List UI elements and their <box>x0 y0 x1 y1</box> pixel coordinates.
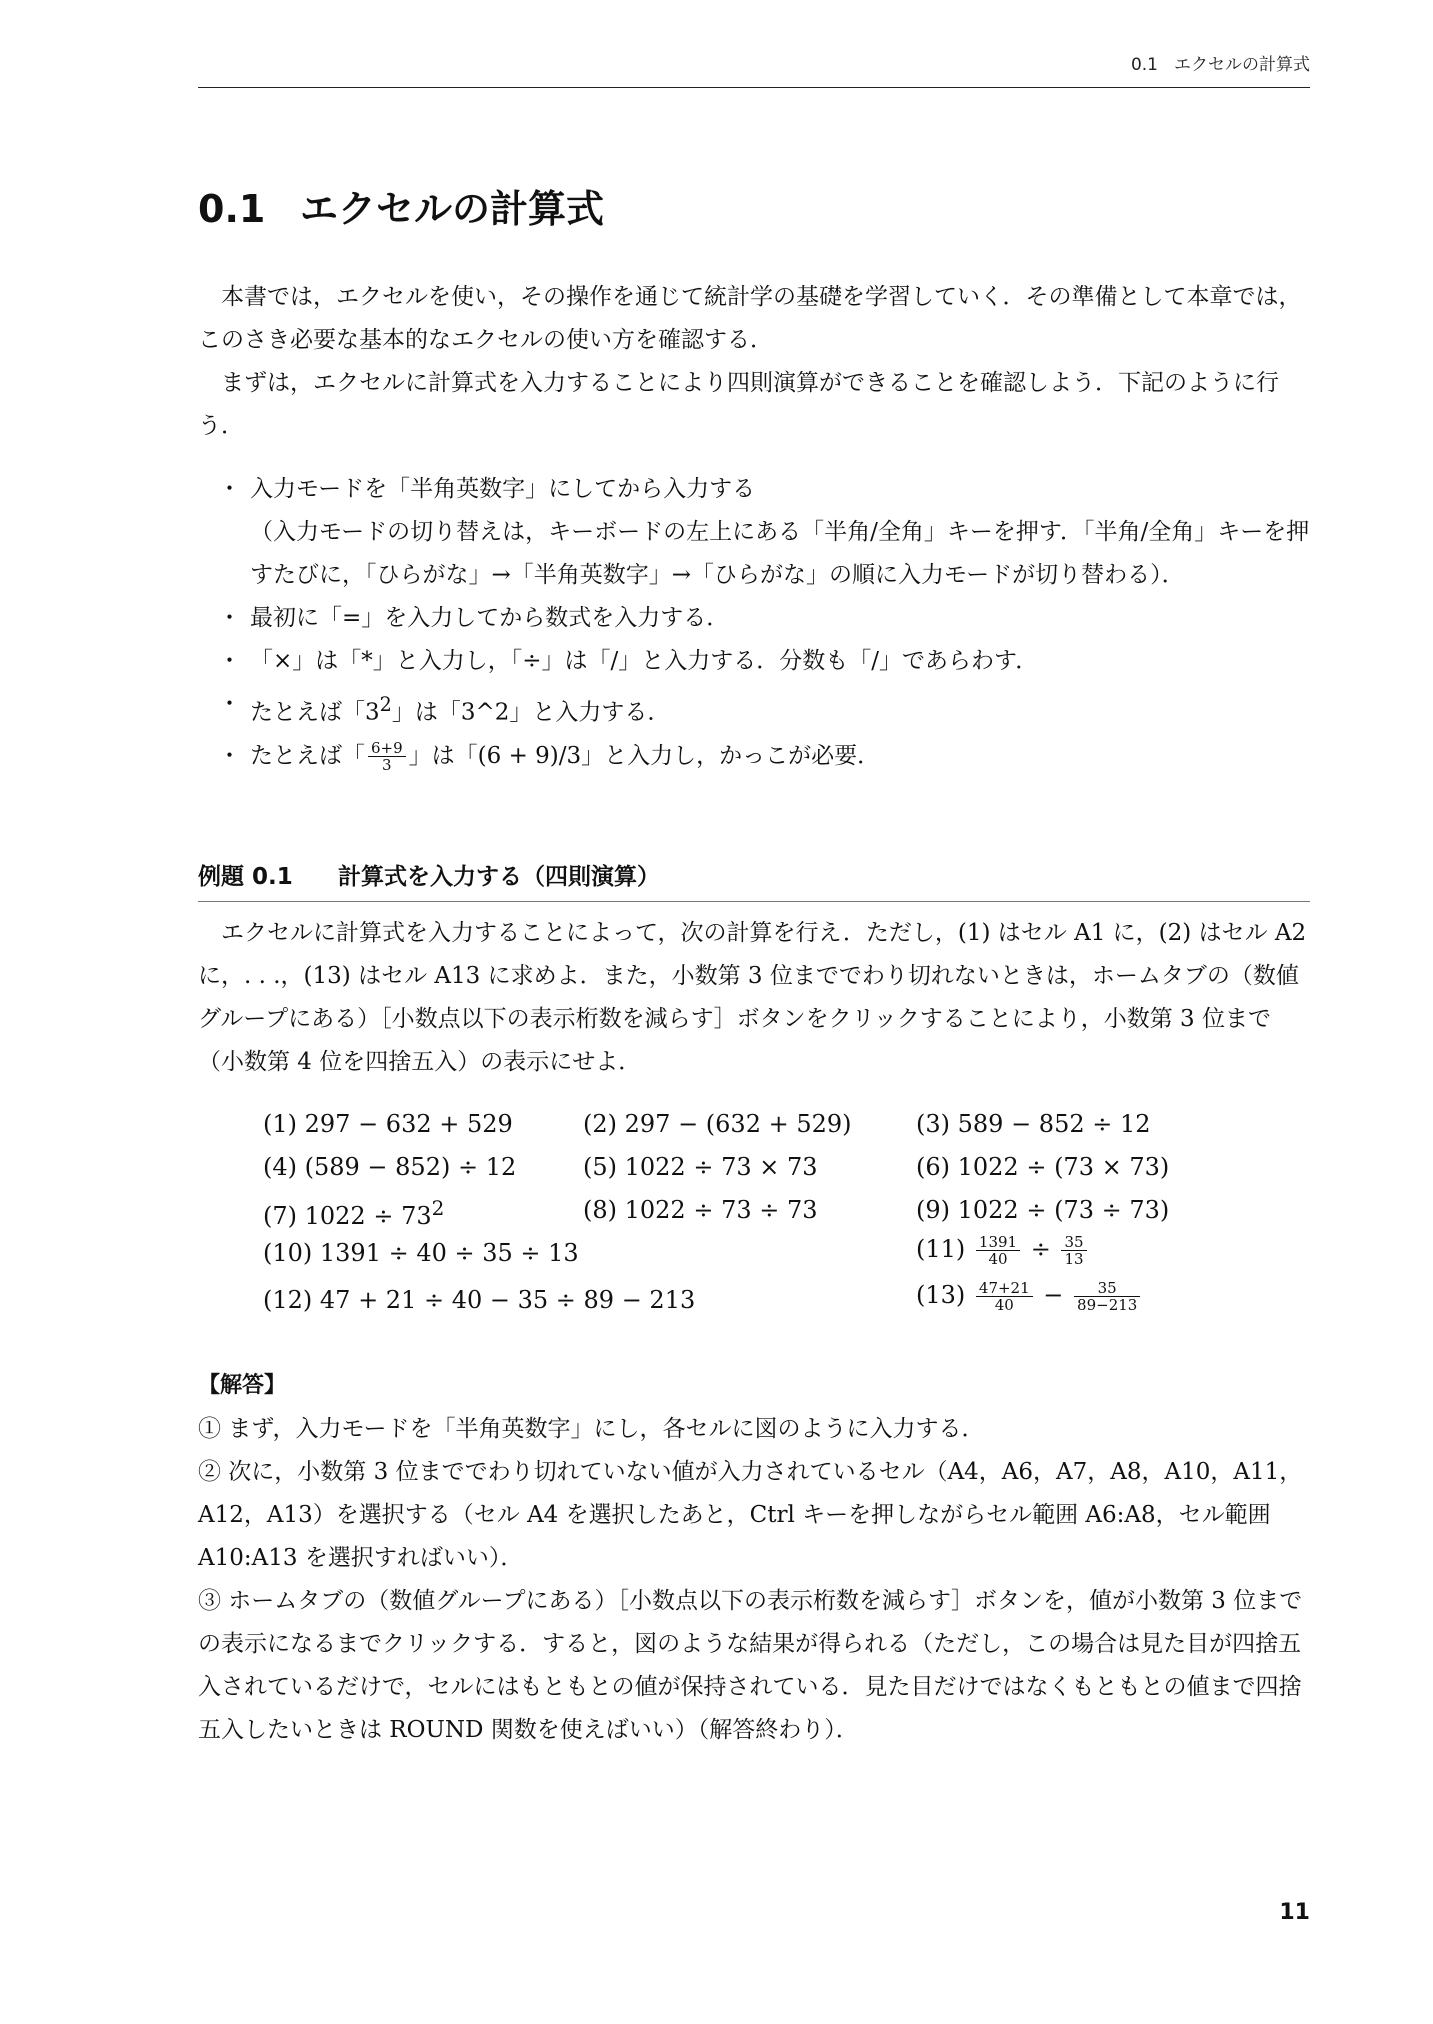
example-problem <box>198 912 1310 1084</box>
bullet-text-pre: たとえば「3 <box>250 699 380 726</box>
section-heading <box>198 178 604 233</box>
exercise-1: (1) 297 − 632 + 529 <box>263 1110 513 1138</box>
answer-heading: 【解答】 <box>198 1373 287 1398</box>
bullet-text: 入力モードを「半角英数字」にしてから入力する <box>250 476 756 502</box>
minus-operator: − <box>1043 1281 1064 1309</box>
answer-step-2: ② 次に，小数第 3 位まででわり切れていない値が入力されているセル（A4，A6，A7，A8，A10，A11，A12，A13）を選択する（セル A4 を選択したあと，Ctrl キーを押しながらセル範囲 A6:A8，セル範囲 A10:A13 を選択すればいい）． <box>198 1459 1303 1571</box>
bullet-subtext: （入力モードの切り替えは，キーボードの左上にある「半角/全角」キーを押す．「半角/全角」キーを押すたびに，「ひらがな」→「半角英数字」→「ひらがな」の順に入力モードが切り替わる）． <box>250 519 1310 588</box>
exercise-11 <box>916 1234 1090 1267</box>
fraction <box>976 1234 1020 1267</box>
running-header-title: エクセルの計算式 <box>1174 55 1310 75</box>
fraction-numerator: 6+9 <box>368 740 406 757</box>
example-heading <box>198 858 1310 902</box>
intro-text <box>198 276 1310 448</box>
running-header-section-number: 0.1 <box>1130 55 1158 75</box>
fraction-numerator: 1391 <box>976 1234 1020 1251</box>
bullet-marker: ・ <box>218 742 241 769</box>
fraction <box>1074 1280 1140 1313</box>
section-number: 0.1 <box>198 187 266 231</box>
exercise-6: (6) 1022 ÷ (73 × 73) <box>916 1153 1170 1181</box>
fraction-denominator: 13 <box>1064 1250 1084 1268</box>
intro-paragraph-2: まずは，エクセルに計算式を入力することにより四則演算ができることを確認しよう．下記のように行う． <box>198 370 1279 439</box>
fraction-numerator: 35 <box>1074 1280 1140 1297</box>
fraction-denominator: 89−213 <box>1077 1296 1138 1314</box>
fraction-numerator: 35 <box>1061 1234 1086 1251</box>
exercise-3: (3) 589 − 852 ÷ 12 <box>916 1110 1151 1138</box>
exercise-12: (12) 47 + 21 ÷ 40 − 35 ÷ 89 − 213 <box>263 1286 696 1314</box>
exercise-11-label: (11) <box>916 1235 966 1263</box>
exercise-10: (10) 1391 ÷ 40 ÷ 35 ÷ 13 <box>263 1239 579 1267</box>
superscript: 2 <box>379 693 392 716</box>
bullet-list <box>198 468 1310 778</box>
bullet-item-operators <box>198 640 1310 683</box>
answer-step-1: ① まず，入力モードを「半角英数字」にし，各セルに図のように入力する． <box>198 1416 985 1442</box>
exercise-4: (4) (589 − 852) ÷ 12 <box>263 1153 517 1181</box>
bullet-item-fraction <box>198 735 1310 778</box>
bullet-marker: ・ <box>218 605 241 631</box>
exercise-9: (9) 1022 ÷ (73 ÷ 73) <box>916 1196 1170 1224</box>
bullet-marker: ・ <box>218 648 241 674</box>
exercise-8: (8) 1022 ÷ 73 ÷ 73 <box>583 1196 818 1224</box>
page-number: 11 <box>1279 1900 1310 1925</box>
divide-operator: ÷ <box>1030 1235 1051 1263</box>
bullet-text: 最初に「=」を入力してから数式を入力する． <box>250 605 730 631</box>
bullet-item-input-mode <box>198 468 1310 597</box>
bullet-marker: ・ <box>218 691 241 717</box>
fraction <box>1061 1234 1086 1267</box>
exercise-5: (5) 1022 ÷ 73 × 73 <box>583 1153 818 1181</box>
example-label: 例題 0.1 <box>198 864 293 890</box>
bullet-item-power <box>198 683 1310 735</box>
fraction <box>976 1280 1033 1313</box>
section-title: エクセルの計算式 <box>300 187 605 231</box>
fraction <box>368 740 406 773</box>
intro-paragraph-1: 本書では，エクセルを使い，その操作を通じて統計学の基礎を学習していく．その準備として本章では，このさき必要な基本的なエクセルの使い方を確認する． <box>198 284 1302 353</box>
exercise-7-base: (7) 1022 ÷ 73 <box>263 1202 432 1230</box>
exercise-7 <box>263 1196 444 1230</box>
bullet-item-equals <box>198 597 1310 640</box>
fraction-denominator: 3 <box>382 756 392 775</box>
superscript: 2 <box>431 1196 445 1220</box>
bullet-text-post: 」は「3^2」と入力する． <box>391 699 671 726</box>
fraction-denominator: 40 <box>988 1250 1008 1268</box>
problem-paragraph: エクセルに計算式を入力することによって，次の計算を行え．ただし，(1) はセル A1 に，(2) はセル A2 に，. . .，(13) はセル A13 に求めよ．また，小数第 3 位まででわり切れないときは，ホームタブの（数値グループにある）［小数点以下の表示桁数を減らす］ボタンをクリックすることにより，小数第 3 位まで（小数第 4 位を四捨五入）の表示にせよ． <box>198 920 1307 1075</box>
answer-step-3: ③ ホームタブの（数値グループにある）［小数点以下の表示桁数を減らす］ボタンを，値が小数第 3 位までの表示になるまでクリックする．すると，図のような結果が得られる（ただし，この場合は見た目が四捨五入されているだけで，セルにはもともとの値が保持されている．見た目だけではなくもともとの値まで四捨五入したいときは ROUND 関数を使えばいい）（解答終わり）． <box>198 1588 1303 1743</box>
exercise-13-label: (13) <box>916 1281 966 1309</box>
fraction-numerator: 47+21 <box>976 1280 1033 1297</box>
fraction-denominator: 40 <box>994 1296 1014 1314</box>
bullet-text-pre: たとえば「 <box>250 742 365 769</box>
bullet-text: 「×」は「*」と入力し，「÷」は「/」と入力する．分数も「/」であらわす． <box>250 648 1039 674</box>
exercise-13 <box>916 1280 1143 1313</box>
bullet-text-post: 」は「(6 + 9)/3」と入力し，かっこが必要． <box>408 742 881 769</box>
running-header <box>198 50 1310 88</box>
bullet-marker: ・ <box>218 476 241 502</box>
exercise-2: (2) 297 − (632 + 529) <box>583 1110 852 1138</box>
example-title: 計算式を入力する（四則演算） <box>338 864 660 890</box>
answer-text <box>198 1408 1310 1752</box>
